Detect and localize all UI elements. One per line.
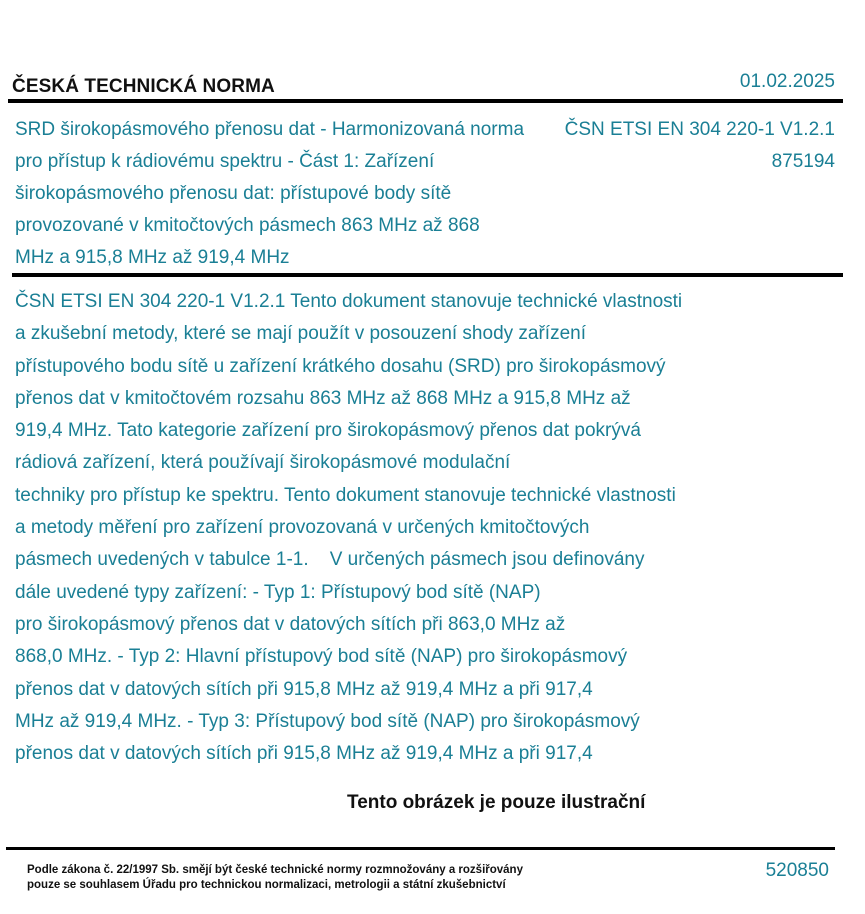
abstract-line: pro širokopásmový přenos dat v datových sítích při 863,0 MHz až [15,613,566,635]
abstract-line: a zkušební metody, které se mají použít v posouzení shody zařízení [15,323,587,345]
legal-line: Podle zákona č. 22/1997 Sb. smějí být české technické normy rozmnožovány a rozšiřovány [27,864,523,876]
standard-number: 875194 [771,151,835,172]
publication-date: 01.02.2025 [739,71,835,92]
abstract-text [15,286,795,770]
title-line: SRD širokopásmového přenosu dat - Harmonizovaná norma [15,119,525,140]
title-line: širokopásmového přenosu dat: přístupové body sítě [15,183,452,204]
title-divider [12,273,843,277]
abstract-line: ČSN ETSI EN 304 220-1 V1.2.1 Tento dokument stanovuje technické vlastnosti [15,291,683,312]
abstract-line: a metody měření pro zařízení provozovaná v určených kmitočtových [15,517,590,539]
abstract-line: rádiová zařízení, která používají širokopásmové modulační [15,452,511,474]
abstract-line: přenos dat v datových sítích při 915,8 MHz až 919,4 MHz a při 917,4 [15,678,593,700]
standard-title [15,114,555,274]
document-heading: ČESKÁ TECHNICKÁ NORMA [12,76,275,97]
header-divider [8,99,843,103]
abstract-line: pásmech uvedených v tabulce 1-1. V určených pásmech jsou definovány [15,549,645,571]
abstract-line: techniky pro přístup ke spektru. Tento dokument stanovuje technické vlastnosti [15,484,676,506]
illustration-note: Tento obrázek je pouze ilustrační [347,792,646,813]
title-line: pro přístup k rádiovému spektru - Část 1: Zařízení [15,151,435,172]
abstract-line: 868,0 MHz. - Typ 2: Hlavní přístupový bod sítě (NAP) pro širokopásmový [15,646,628,668]
legal-line: pouze se souhlasem Úřadu pro technickou normalizaci, metrologii a státní zkušebnictví [27,879,506,891]
abstract-line: dále uvedené typy zařízení: - Typ 1: Přístupový bod sítě (NAP) [15,581,541,603]
standard-code: ČSN ETSI EN 304 220-1 V1.2.1 [564,119,835,140]
abstract-line: MHz až 919,4 MHz. - Typ 3: Přístupový bod sítě (NAP) pro širokopásmový [15,710,640,732]
abstract-line: přístupového bodu sítě u zařízení krátkého dosahu (SRD) pro širokopásmový [15,355,666,377]
abstract-line: přenos dat v kmitočtovém rozsahu 863 MHz až 868 MHz a 915,8 MHz až [15,387,631,409]
legal-notice [27,863,523,893]
abstract-line: přenos dat v datových sítích při 915,8 MHz až 919,4 MHz a při 917,4 [15,743,593,765]
title-line: MHz a 915,8 MHz až 919,4 MHz [15,247,290,268]
title-line: provozované v kmitočtových pásmech 863 MHz až 868 [15,215,480,236]
footer-divider [6,847,835,850]
abstract-line: 919,4 MHz. Tato kategorie zařízení pro širokopásmový přenos dat pokrývá [15,420,641,442]
footer-code: 520850 [765,860,829,881]
